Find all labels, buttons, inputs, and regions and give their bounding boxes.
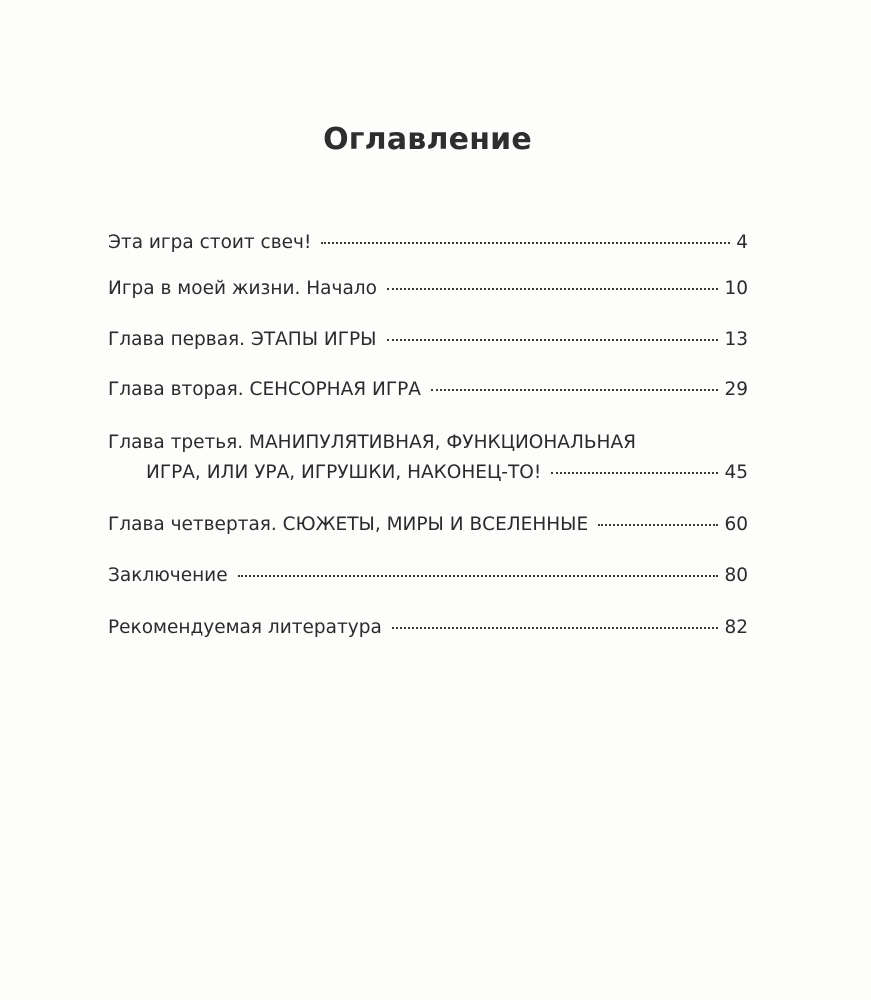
- toc-entry-page: 45: [724, 462, 748, 483]
- dot-leader: [431, 388, 719, 391]
- toc-entry-second-line: [146, 458, 748, 488]
- toc-entry[interactable]: [108, 375, 748, 405]
- toc-entry[interactable]: [108, 274, 748, 304]
- toc-entry-label: Заключение: [108, 565, 228, 586]
- toc-entry-page: 60: [724, 514, 748, 535]
- toc-entry-label-line2: ИГРА, ИЛИ УРА, ИГРУШКИ, НАКОНЕЦ-ТО!: [146, 462, 542, 483]
- toc-entry-label: Рекомендуемая литература: [108, 617, 382, 638]
- toc-entry-label: Глава вторая. СЕНСОРНАЯ ИГРА: [108, 379, 421, 400]
- toc-entry-page: 82: [724, 617, 748, 638]
- dot-leader: [387, 338, 719, 341]
- dot-leader: [321, 241, 730, 244]
- toc-entry-label: Глава четвертая. СЮЖЕТЫ, МИРЫ И ВСЕЛЕННЫЕ: [108, 514, 589, 535]
- toc-entry-page: 13: [724, 329, 748, 350]
- toc-entry-label: Эта игра стоит свеч!: [108, 232, 312, 253]
- dot-leader: [392, 626, 719, 629]
- toc-entry-label: Игра в моей жизни. Начало: [108, 278, 377, 299]
- dot-leader: [238, 574, 719, 577]
- toc-entry[interactable]: [108, 613, 748, 643]
- toc-entry[interactable]: [108, 561, 748, 591]
- page-title: Оглавление: [323, 122, 532, 157]
- dot-leader: [387, 287, 719, 290]
- toc-entry[interactable]: [108, 325, 748, 355]
- toc-entry[interactable]: [108, 428, 748, 492]
- dot-leader: [598, 523, 718, 526]
- toc-entry[interactable]: [108, 510, 748, 540]
- toc-entry-page: 80: [724, 565, 748, 586]
- toc-entry-page: 10: [724, 278, 748, 299]
- toc-entry-page: 4: [736, 232, 748, 253]
- toc-entry-label: Глава первая. ЭТАПЫ ИГРЫ: [108, 329, 377, 350]
- dot-leader: [551, 471, 718, 474]
- toc-entry-label-line1: Глава третья. МАНИПУЛЯТИВНАЯ, ФУНКЦИОНАЛЬНАЯ: [108, 432, 636, 453]
- toc-entry[interactable]: [108, 228, 748, 258]
- toc-entry-page: 29: [724, 379, 748, 400]
